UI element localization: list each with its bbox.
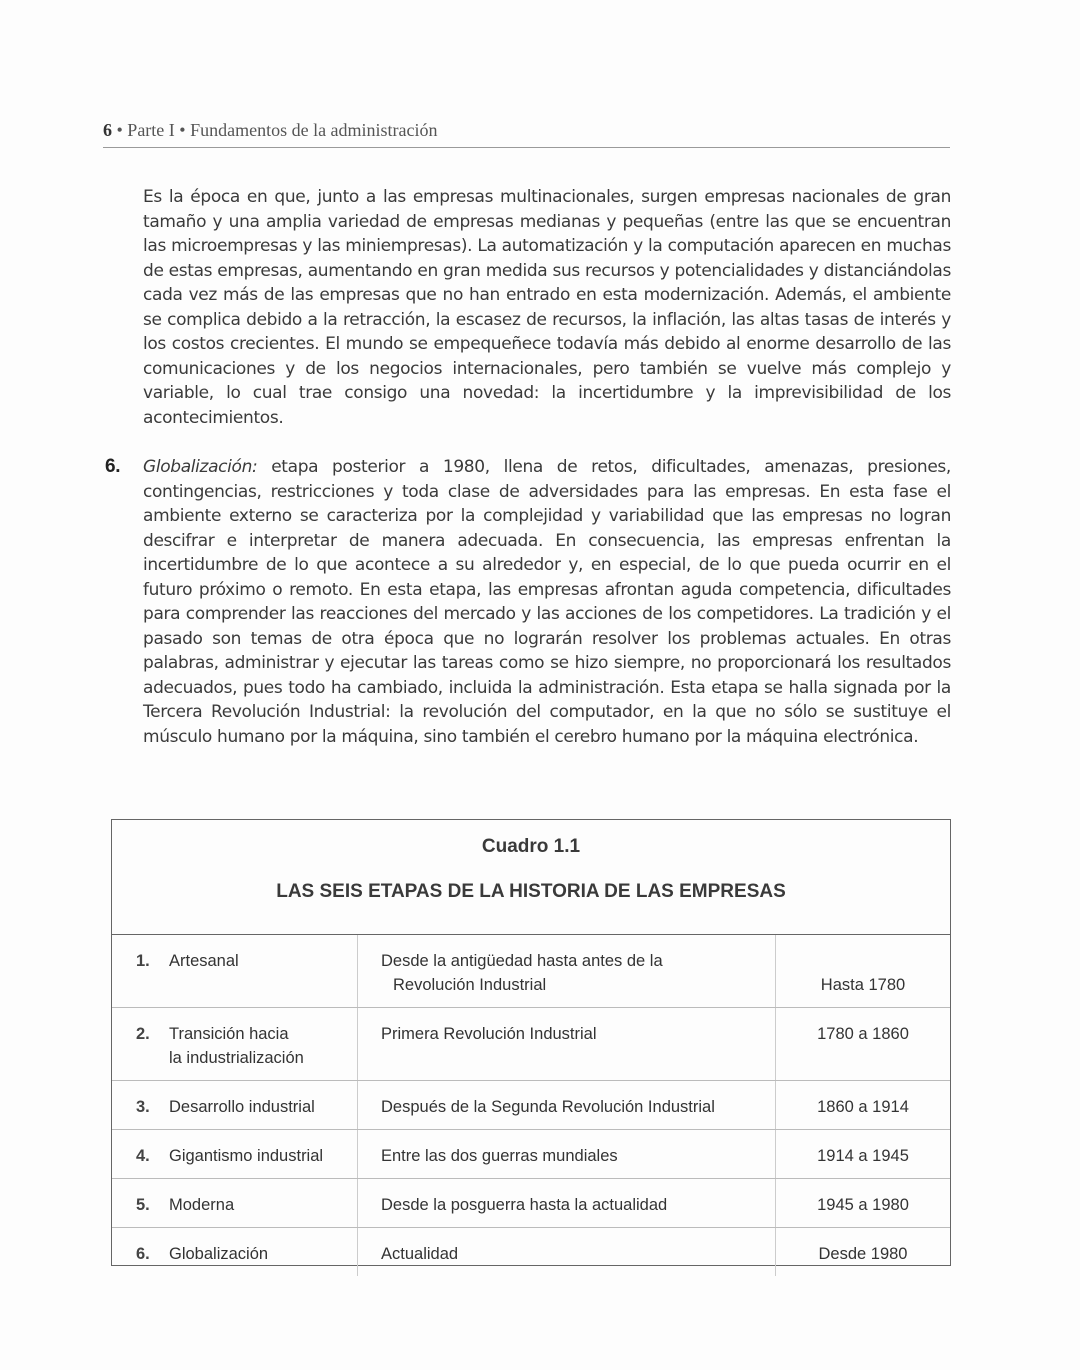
period-value: Desde 1980 bbox=[818, 1245, 908, 1263]
stages-table bbox=[112, 935, 950, 1276]
description-line: Actualidad bbox=[381, 1245, 459, 1263]
stage-number: 3. bbox=[136, 1098, 150, 1116]
period-cell bbox=[776, 1008, 951, 1081]
stage-cell bbox=[112, 1081, 358, 1130]
period-value: 1780 a 1860 bbox=[817, 1025, 909, 1043]
period-cell bbox=[776, 935, 951, 1008]
table-row bbox=[112, 1179, 950, 1228]
stage-name-line: Desarrollo industrial bbox=[169, 1098, 315, 1116]
description-line: Desde la posguerra hasta la actualidad bbox=[381, 1196, 668, 1214]
description-cell bbox=[358, 1081, 776, 1130]
list-item-text: etapa posterior a 1980, llena de retos, dificultades, amenazas, presiones, contingencias, restricciones y toda clase de adversidades para las empresas. En esta fase el ambiente externo se caracteriza por la complejidad y variabilidad que las empresas no logran descifrar e interpretar de manera adecuada. En consecuencia, las empresas enfrentan la incertidumbre de lo que acontece a su alrededor y, en especial, de lo que pueda ocurrir en el futuro próximo o remoto. En esta etapa, las empresas afrontan aguda competencia, dificultades para comprender las reacciones del mercado y las acciones de los competidores. La tradición y el pasado son temas de otra época que no lograrán resolver los problemas actuales. En otras palabras, administrar y ejecutar las tareas como se hizo siempre, no proporcionará los resultados adecuados, pues todo ha cambiado, incluida la administración. Esta etapa se halla signada por la Tercera Revolución Industrial: la revolución del computador, en la que no sólo se sustituye el músculo humano por la máquina, sino también el cerebro humano por la máquina electrónica. bbox=[143, 457, 951, 747]
period-cell bbox=[776, 1228, 951, 1277]
period-value: 1914 a 1945 bbox=[817, 1147, 909, 1165]
stage-name bbox=[169, 949, 239, 973]
period-cell bbox=[776, 1081, 951, 1130]
stage-number: 5. bbox=[136, 1196, 150, 1214]
stage-name bbox=[169, 1022, 304, 1070]
stage-cell bbox=[112, 935, 358, 1008]
table-row bbox=[112, 1081, 950, 1130]
table-row bbox=[112, 1008, 950, 1081]
stages-table-box bbox=[111, 819, 951, 1266]
stage-number: 4. bbox=[136, 1147, 150, 1165]
stage-number: 2. bbox=[136, 1025, 150, 1043]
stage-name bbox=[169, 1095, 315, 1119]
description-cell bbox=[358, 1008, 776, 1081]
period-value: Hasta 1780 bbox=[820, 976, 906, 994]
stage-name bbox=[169, 1193, 234, 1217]
page-number: 6 bbox=[103, 120, 112, 140]
period-cell bbox=[776, 1130, 951, 1179]
stage-number: 1. bbox=[136, 952, 150, 970]
table-row bbox=[112, 935, 950, 1008]
stage-name-line: Moderna bbox=[169, 1196, 235, 1214]
stage-name-line: la industrialización bbox=[169, 1049, 304, 1067]
description-line: Revolución Industrial bbox=[393, 976, 547, 994]
description-cell bbox=[358, 935, 776, 1008]
stage-name-line: Gigantismo industrial bbox=[169, 1147, 324, 1165]
period-value: 1945 a 1980 bbox=[817, 1196, 909, 1214]
stage-name-line: Artesanal bbox=[169, 952, 239, 970]
stage-cell bbox=[112, 1130, 358, 1179]
stage-name-line: Transición hacia bbox=[169, 1025, 289, 1043]
table-row bbox=[112, 1130, 950, 1179]
description-cell bbox=[358, 1130, 776, 1179]
description-cell bbox=[358, 1179, 776, 1228]
table-caption-title: LAS SEIS ETAPAS DE LA HISTORIA DE LAS EMPRESAS bbox=[276, 881, 786, 902]
table-caption-number: Cuadro 1.1 bbox=[481, 836, 581, 857]
table-caption bbox=[112, 820, 950, 935]
paragraph-continuation: Es la época en que, junto a las empresas multinacionales, surgen empresas nacionales de gran tamaño y una amplia variedad de empresas medianas y pequeñas (entre las que se encuentran las microempresas y las miniempresas). La automatización y la computación aparecen en muchas de estas empresas, aumentando en gran medida sus recursos y potencialidades y distanciándolas cada vez más de las empresas que no han entrado en esta modernización. Además, el ambiente se complica debido a la retracción, la escasez de recursos, la inflación, las altas tasas de interés y los costos crecientes. El mundo se empequeñece todavía más debido al enorme desarrollo de las comunicaciones y de los negocios internacionales, pero también se vuelve más complejo y variable, lo cual trae consigo una novedad: la incertidumbre y la imprevisibilidad de los acontecimientos. bbox=[143, 187, 951, 428]
running-head bbox=[103, 119, 950, 148]
running-head-text: • Parte I • Fundamentos de la administración bbox=[112, 120, 438, 140]
period-cell bbox=[776, 1179, 951, 1228]
description-line: Desde la antigüedad hasta antes de la bbox=[381, 952, 663, 970]
description-line: Primera Revolución Industrial bbox=[381, 1025, 597, 1043]
stage-name-line: Globalización bbox=[169, 1245, 269, 1263]
stage-cell bbox=[112, 1008, 358, 1081]
description-cell bbox=[358, 1228, 776, 1277]
description-line: Entre las dos guerras mundiales bbox=[381, 1147, 618, 1165]
stage-number: 6. bbox=[136, 1245, 150, 1263]
stage-cell bbox=[112, 1179, 358, 1228]
stage-cell bbox=[112, 1228, 358, 1277]
stage-name bbox=[169, 1144, 323, 1168]
list-item-globalizacion bbox=[105, 455, 951, 749]
description-line: Después de la Segunda Revolución Industrial bbox=[381, 1098, 715, 1116]
stage-name bbox=[169, 1242, 268, 1266]
list-item-term: Globalización: bbox=[143, 457, 258, 477]
period-value: 1860 a 1914 bbox=[817, 1098, 909, 1116]
list-item-number: 6. bbox=[105, 456, 121, 477]
table-row bbox=[112, 1228, 950, 1277]
